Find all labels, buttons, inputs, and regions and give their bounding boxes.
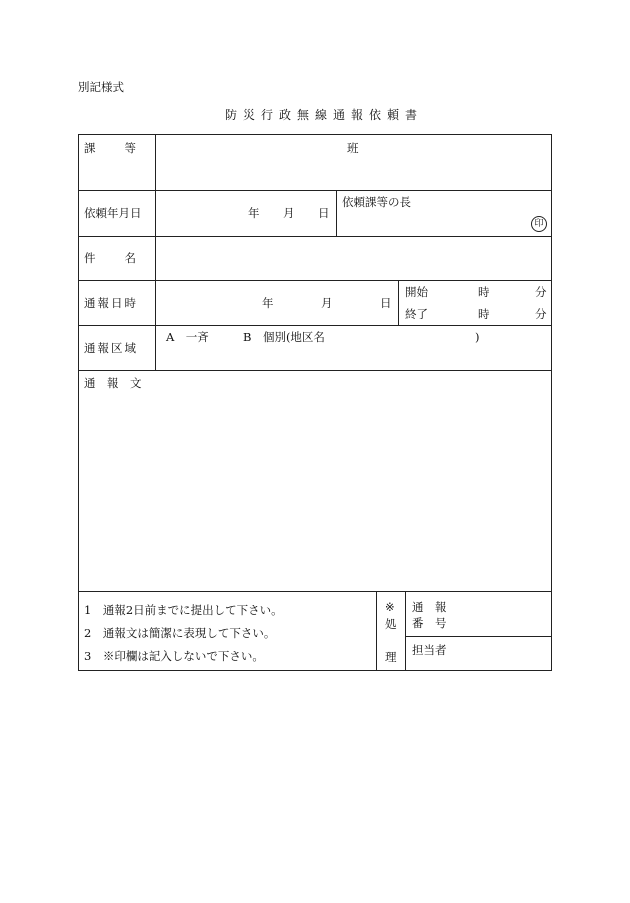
processing-mark: ※ [385,600,395,614]
request-date-label: 依頼年月日 [84,206,142,220]
message-label: 通 報 文 [84,376,142,390]
report-number-label-1: 通 報 [412,600,447,614]
note-item: 2 通報文は簡潔に表現して下さい。 [84,626,276,640]
end-hour: 時 [478,307,490,321]
datetime-month: 月 [321,296,333,310]
form-label: 別記様式 [78,80,124,94]
request-head-label: 依頼課等の長 [342,195,411,209]
person-in-charge-label: 担当者 [412,643,447,657]
request-year: 年 [248,206,260,220]
note-item: 1 通報2日前までに提出して下さい。 [84,603,283,617]
start-label: 開始 [405,285,428,299]
area-option-b: B 個別(地区名 [243,330,325,344]
end-minute: 分 [535,307,547,321]
seal-mark: 印 [531,216,547,232]
request-day: 日 [318,206,330,220]
processing-char-1: 処 [385,617,397,631]
report-number-label-2: 番 号 [412,616,447,630]
subject-label: 件 名 [84,251,138,265]
start-hour: 時 [478,285,490,299]
processing-char-2: 理 [385,650,397,664]
end-label: 終了 [405,307,428,321]
note-item: 3 ※印欄は記入しないで下さい。 [84,649,264,663]
datetime-year: 年 [262,296,274,310]
datetime-day: 日 [380,296,392,310]
start-minute: 分 [535,285,547,299]
datetime-label: 通報日時 [84,296,138,310]
section-label: 課 等 [84,141,138,155]
area-close-paren: ) [475,330,480,344]
request-month: 月 [283,206,295,220]
page-title: 防災行政無線通報依頼書 [225,108,424,122]
area-label: 通報区域 [84,341,138,355]
area-option-a: A 一斉 [166,330,209,344]
section-value: 班 [347,141,359,155]
